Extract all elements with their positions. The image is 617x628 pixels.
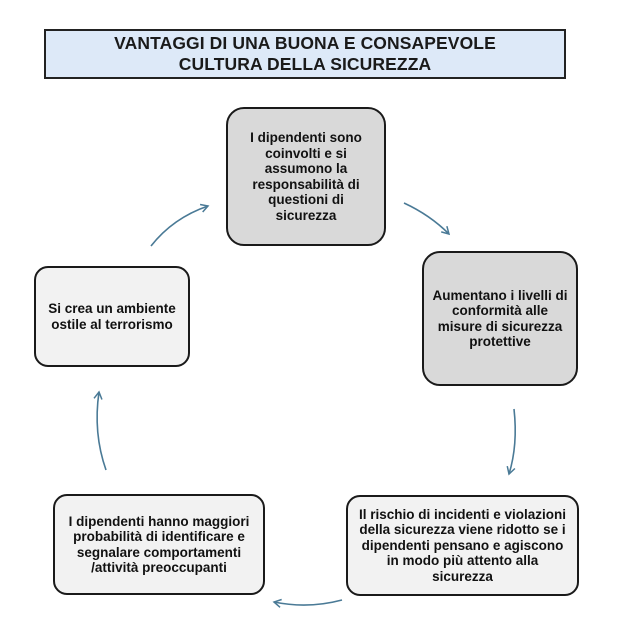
node-coinvolgimento xyxy=(226,107,386,246)
node-text: Aumentano i livelli di conformità alle misure di sicurezza protettive xyxy=(432,287,568,349)
arrow-3-to-4 xyxy=(274,600,342,605)
node-text: I dipendenti sono coinvolti e si assumono la responsabilità di questioni di sicurezza xyxy=(250,130,362,223)
title-line-2: CULTURA DELLA SICUREZZA xyxy=(178,54,432,74)
node-text: Il rischio di incidenti e violazioni della sicurezza viene ridotto se i dipendenti pensano e agiscono in modo più attento alla sicurezza xyxy=(358,506,567,584)
arrow-2-to-3 xyxy=(509,409,515,474)
arrow-5-to-1 xyxy=(151,206,208,246)
node-text: Si crea un ambiente ostile al terrorismo xyxy=(48,301,176,332)
arrow-1-to-2 xyxy=(404,203,449,234)
node-ambiente-ostile xyxy=(34,266,190,367)
node-text: I dipendenti hanno maggiori probabilità di identificare e segnalare comportamenti /attività preoccupanti xyxy=(68,513,250,575)
node-conformita xyxy=(422,251,578,386)
node-segnalazione xyxy=(53,494,265,595)
title-line-1: VANTAGGI DI UNA BUONA E CONSAPEVOLE xyxy=(114,33,496,53)
arrow-4-to-5 xyxy=(97,392,106,470)
node-rischio-ridotto xyxy=(346,495,579,596)
